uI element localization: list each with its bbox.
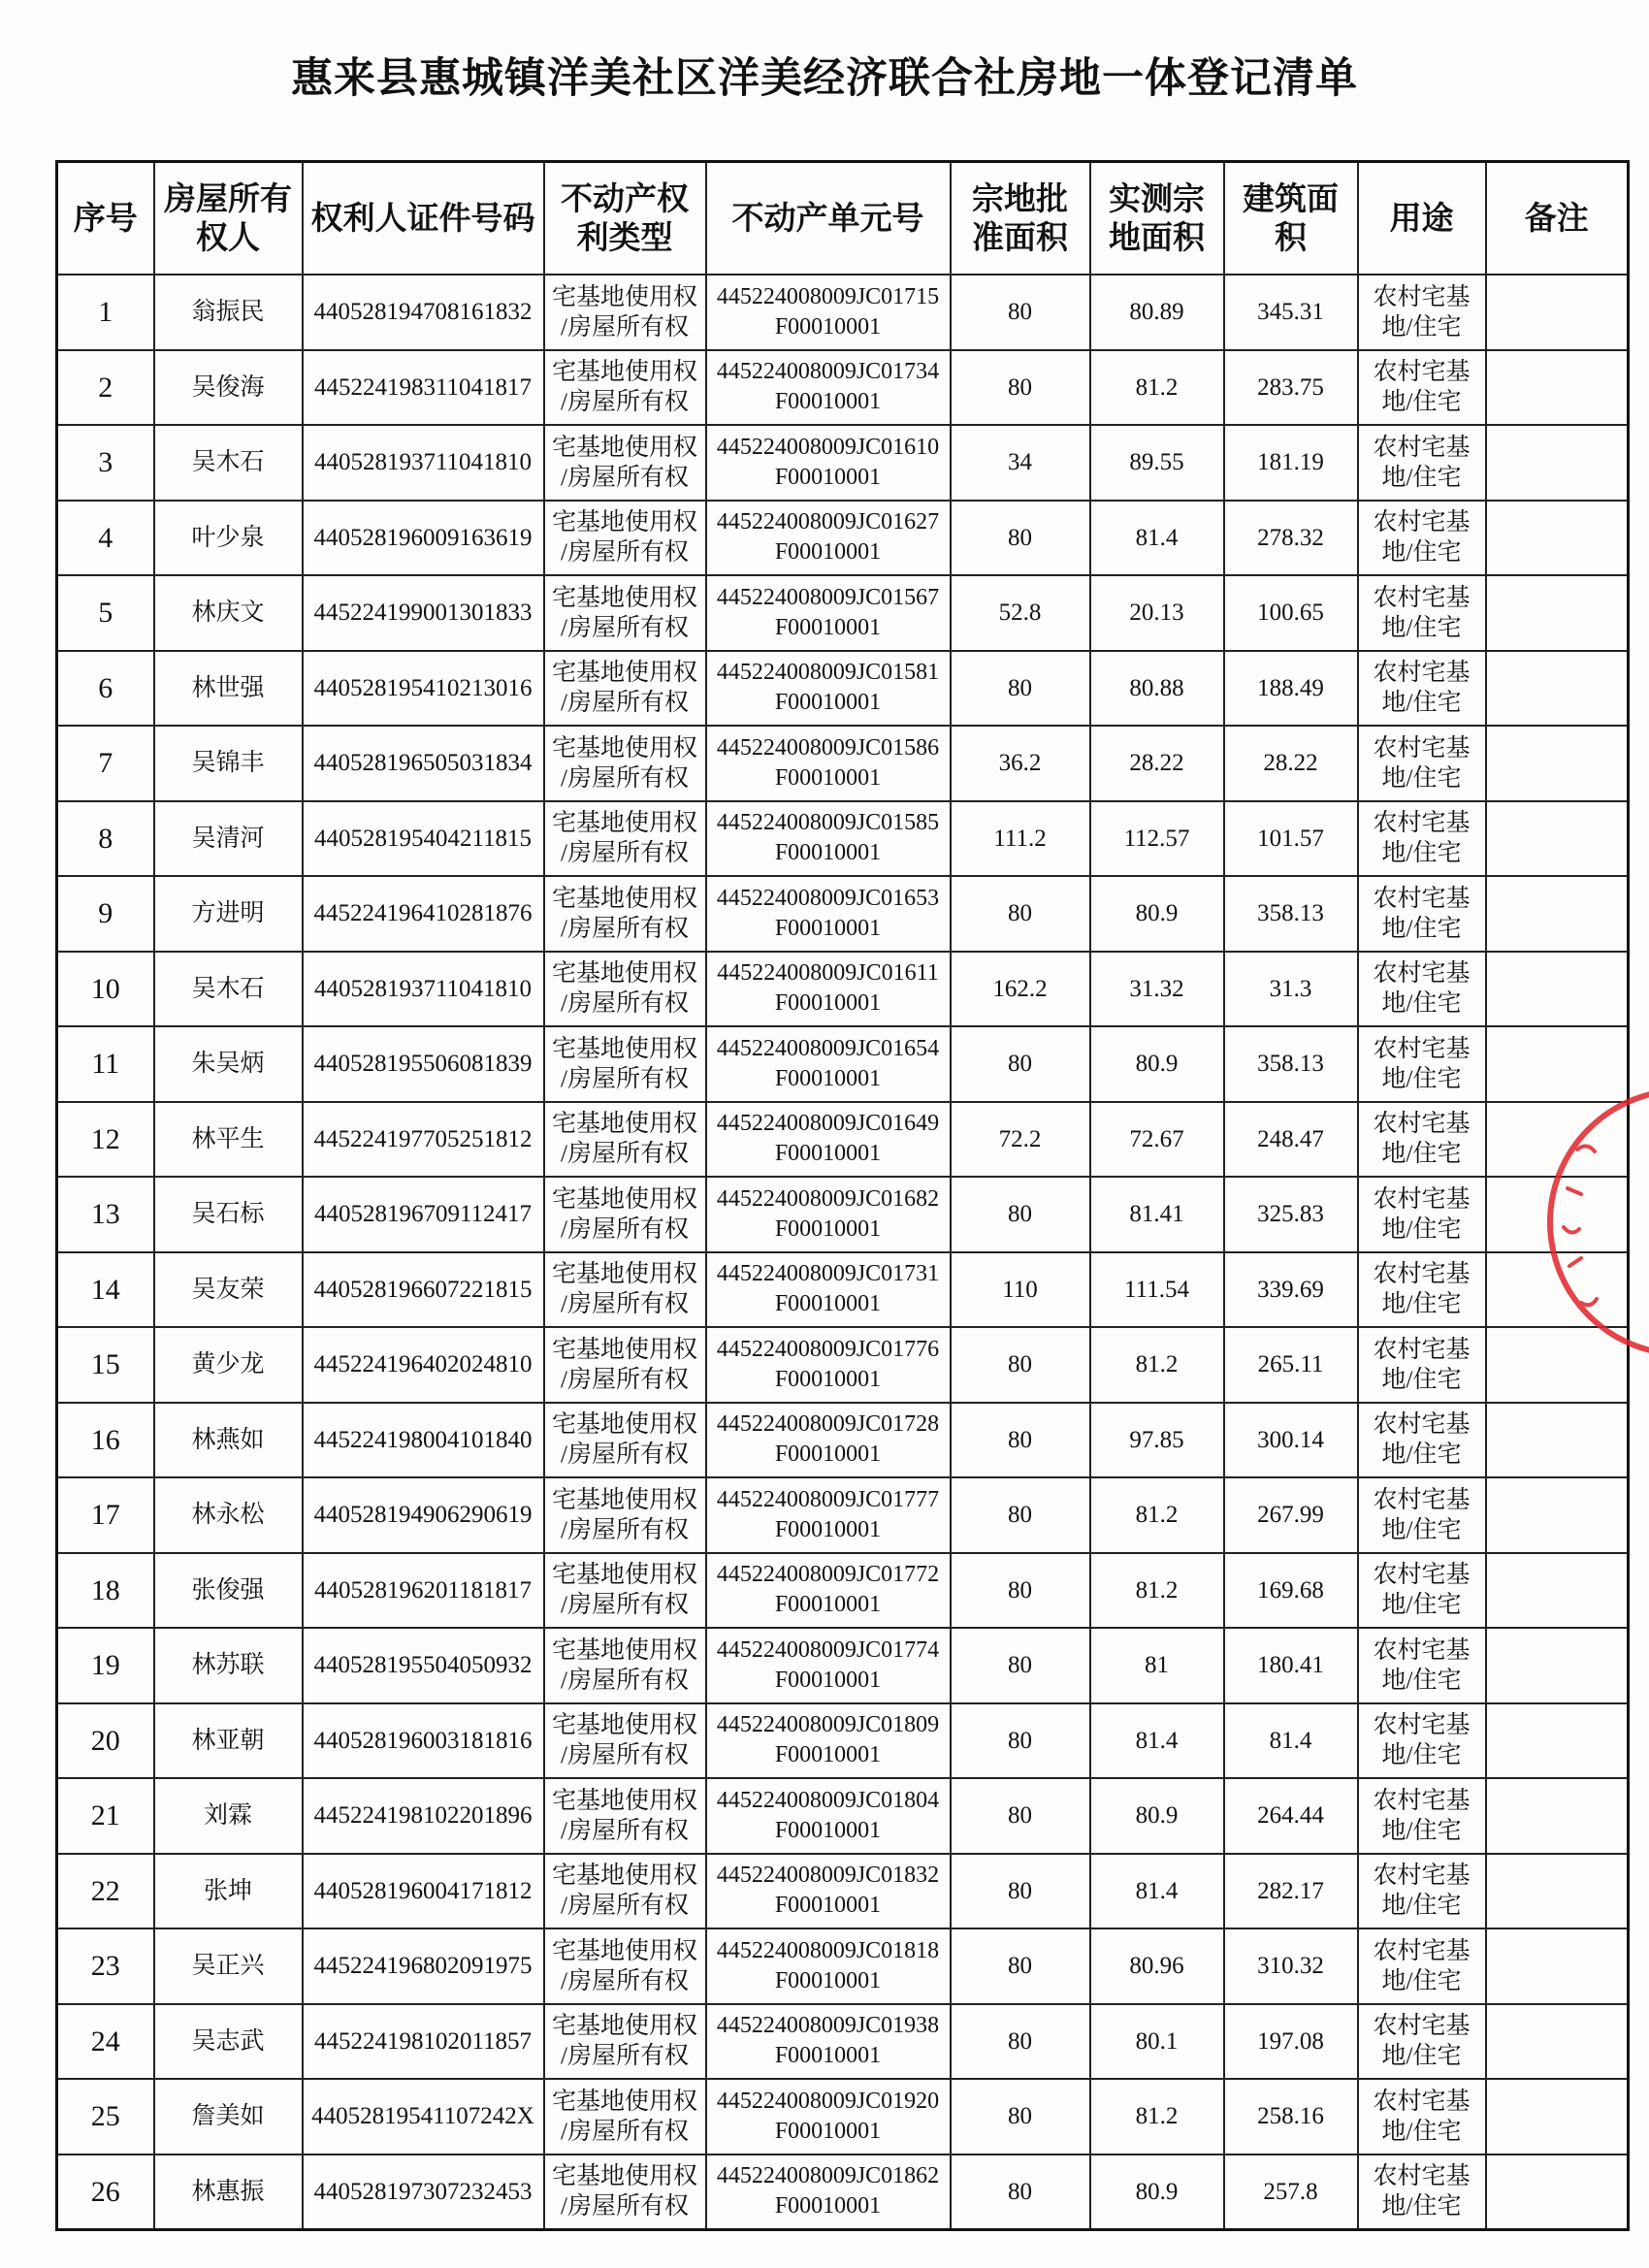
cell-approved-area: 80 (951, 501, 1090, 576)
table-row (57, 1553, 1629, 1629)
cell-building-area: 310.32 (1224, 1928, 1358, 2004)
cell-usage: 农村宅基 地/住宅 (1358, 1628, 1486, 1703)
cell-usage: 农村宅基 地/住宅 (1358, 1778, 1486, 1854)
cell-remark (1486, 1778, 1629, 1854)
cell-no: 19 (57, 1628, 154, 1703)
cell-building-area: 81.4 (1224, 1703, 1358, 1779)
table-row (57, 425, 1629, 501)
cell-remark (1486, 1628, 1629, 1703)
cell-id-number: 44052819541107242X (303, 2079, 544, 2155)
cell-usage: 农村宅基 地/住宅 (1358, 1102, 1486, 1178)
cell-usage: 农村宅基 地/住宅 (1358, 952, 1486, 1027)
cell-measured-area: 80.9 (1090, 1026, 1224, 1102)
cell-unit-no: 445224008009JC01818 F00010001 (706, 1928, 951, 2004)
cell-unit-no: 445224008009JC01731 F00010001 (706, 1252, 951, 1328)
cell-remark (1486, 275, 1629, 350)
cell-remark (1486, 1928, 1629, 2004)
cell-unit-no: 445224008009JC01920 F00010001 (706, 2079, 951, 2155)
cell-building-area: 283.75 (1224, 350, 1358, 426)
cell-approved-area: 80 (951, 1327, 1090, 1403)
cell-building-area: 188.49 (1224, 651, 1358, 727)
cell-no: 2 (57, 350, 154, 426)
cell-right-type: 宅基地使用权 /房屋所有权 (544, 1102, 706, 1178)
cell-id-number: 445224196402024810 (303, 1327, 544, 1403)
cell-usage: 农村宅基 地/住宅 (1358, 1553, 1486, 1629)
cell-measured-area: 80.89 (1090, 275, 1224, 350)
cell-remark (1486, 425, 1629, 501)
cell-approved-area: 110 (951, 1252, 1090, 1328)
cell-unit-no: 445224008009JC01649 F00010001 (706, 1102, 951, 1178)
header-right-type: 不动产权 利类型 (544, 162, 706, 275)
cell-unit-no: 445224008009JC01653 F00010001 (706, 876, 951, 952)
cell-approved-area: 80 (951, 1177, 1090, 1252)
cell-no: 15 (57, 1327, 154, 1403)
cell-approved-area: 80 (951, 1628, 1090, 1703)
cell-measured-area: 81.4 (1090, 1703, 1224, 1779)
header-no: 序号 (57, 162, 154, 275)
cell-building-area: 358.13 (1224, 876, 1358, 952)
cell-unit-no: 445224008009JC01804 F00010001 (706, 1778, 951, 1854)
cell-no: 23 (57, 1928, 154, 2004)
table-row (57, 1928, 1629, 2004)
cell-measured-area: 111.54 (1090, 1252, 1224, 1328)
cell-unit-no: 445224008009JC01611 F00010001 (706, 952, 951, 1027)
cell-building-area: 31.3 (1224, 952, 1358, 1027)
cell-no: 9 (57, 876, 154, 952)
red-seal-stamp (1538, 1082, 1649, 1363)
cell-unit-no: 445224008009JC01586 F00010001 (706, 726, 951, 801)
table-body (57, 275, 1629, 2229)
cell-no: 4 (57, 501, 154, 576)
cell-remark (1486, 1854, 1629, 1929)
cell-id-number: 445224196802091975 (303, 1928, 544, 2004)
cell-right-type: 宅基地使用权 /房屋所有权 (544, 1928, 706, 2004)
cell-unit-no: 445224008009JC01809 F00010001 (706, 1703, 951, 1779)
cell-unit-no: 445224008009JC01777 F00010001 (706, 1477, 951, 1553)
cell-measured-area: 80.1 (1090, 2004, 1224, 2080)
cell-usage: 农村宅基 地/住宅 (1358, 501, 1486, 576)
cell-usage: 农村宅基 地/住宅 (1358, 1403, 1486, 1478)
table-row (57, 876, 1629, 952)
cell-approved-area: 80 (951, 1026, 1090, 1102)
cell-building-area: 100.65 (1224, 575, 1358, 651)
cell-right-type: 宅基地使用权 /房屋所有权 (544, 876, 706, 952)
cell-measured-area: 31.32 (1090, 952, 1224, 1027)
cell-owner: 朱吴炳 (154, 1026, 303, 1102)
cell-usage: 农村宅基 地/住宅 (1358, 1703, 1486, 1779)
cell-no: 5 (57, 575, 154, 651)
cell-right-type: 宅基地使用权 /房屋所有权 (544, 2004, 706, 2080)
cell-measured-area: 80.96 (1090, 1928, 1224, 2004)
cell-building-area: 278.32 (1224, 501, 1358, 576)
cell-approved-area: 72.2 (951, 1102, 1090, 1178)
cell-id-number: 440528196003181816 (303, 1703, 544, 1779)
cell-owner: 吴俊海 (154, 350, 303, 426)
cell-id-number: 440528193711041810 (303, 952, 544, 1027)
cell-right-type: 宅基地使用权 /房屋所有权 (544, 275, 706, 350)
cell-owner: 吴石标 (154, 1177, 303, 1252)
table-row (57, 575, 1629, 651)
cell-owner: 叶少泉 (154, 501, 303, 576)
cell-owner: 林惠振 (154, 2155, 303, 2230)
cell-right-type: 宅基地使用权 /房屋所有权 (544, 2079, 706, 2155)
cell-measured-area: 81.41 (1090, 1177, 1224, 1252)
cell-owner: 林燕如 (154, 1403, 303, 1478)
cell-right-type: 宅基地使用权 /房屋所有权 (544, 1477, 706, 1553)
table-row (57, 952, 1629, 1027)
cell-right-type: 宅基地使用权 /房屋所有权 (544, 1854, 706, 1929)
header-building-area: 建筑面 积 (1224, 162, 1358, 275)
cell-usage: 农村宅基 地/住宅 (1358, 651, 1486, 727)
cell-right-type: 宅基地使用权 /房屋所有权 (544, 350, 706, 426)
cell-approved-area: 80 (951, 1403, 1090, 1478)
cell-usage: 农村宅基 地/住宅 (1358, 1928, 1486, 2004)
cell-usage: 农村宅基 地/住宅 (1358, 1854, 1486, 1929)
cell-id-number: 440528194708161832 (303, 275, 544, 350)
header-unit-no: 不动产单元号 (706, 162, 951, 275)
cell-no: 24 (57, 2004, 154, 2080)
cell-owner: 林苏联 (154, 1628, 303, 1703)
table-row (57, 1327, 1629, 1403)
header-id-number: 权利人证件号码 (303, 162, 544, 275)
cell-approved-area: 52.8 (951, 575, 1090, 651)
cell-no: 3 (57, 425, 154, 501)
cell-right-type: 宅基地使用权 /房屋所有权 (544, 651, 706, 727)
cell-id-number: 440528196201181817 (303, 1553, 544, 1629)
cell-id-number: 445224198102201896 (303, 1778, 544, 1854)
cell-measured-area: 80.88 (1090, 651, 1224, 727)
cell-right-type: 宅基地使用权 /房屋所有权 (544, 801, 706, 877)
cell-measured-area: 97.85 (1090, 1403, 1224, 1478)
table-row (57, 501, 1629, 576)
cell-id-number: 445224199001301833 (303, 575, 544, 651)
cell-no: 21 (57, 1778, 154, 1854)
cell-no: 26 (57, 2155, 154, 2230)
cell-no: 11 (57, 1026, 154, 1102)
cell-id-number: 440528196607221815 (303, 1252, 544, 1328)
cell-owner: 林永松 (154, 1477, 303, 1553)
cell-remark (1486, 2004, 1629, 2080)
cell-owner: 黄少龙 (154, 1327, 303, 1403)
cell-building-area: 265.11 (1224, 1327, 1358, 1403)
cell-right-type: 宅基地使用权 /房屋所有权 (544, 1628, 706, 1703)
cell-right-type: 宅基地使用权 /房屋所有权 (544, 1327, 706, 1403)
table-row (57, 801, 1629, 877)
seal-mark (1564, 1146, 1597, 1305)
cell-unit-no: 445224008009JC01772 F00010001 (706, 1553, 951, 1629)
cell-measured-area: 20.13 (1090, 575, 1224, 651)
cell-owner: 吴木石 (154, 425, 303, 501)
cell-remark (1486, 876, 1629, 952)
cell-no: 18 (57, 1553, 154, 1629)
cell-building-area: 267.99 (1224, 1477, 1358, 1553)
cell-unit-no: 445224008009JC01585 F00010001 (706, 801, 951, 877)
cell-id-number: 445224197705251812 (303, 1102, 544, 1178)
cell-measured-area: 28.22 (1090, 726, 1224, 801)
cell-right-type: 宅基地使用权 /房屋所有权 (544, 1403, 706, 1478)
cell-building-area: 180.41 (1224, 1628, 1358, 1703)
table-row (57, 1477, 1629, 1553)
cell-approved-area: 80 (951, 1854, 1090, 1929)
cell-usage: 农村宅基 地/住宅 (1358, 1177, 1486, 1252)
cell-id-number: 440528195506081839 (303, 1026, 544, 1102)
table-row (57, 1177, 1629, 1252)
table-row (57, 1102, 1629, 1178)
cell-owner: 林庆文 (154, 575, 303, 651)
cell-building-area: 300.14 (1224, 1403, 1358, 1478)
cell-approved-area: 80 (951, 350, 1090, 426)
cell-no: 7 (57, 726, 154, 801)
cell-id-number: 440528193711041810 (303, 425, 544, 501)
cell-no: 8 (57, 801, 154, 877)
table-row (57, 1703, 1629, 1779)
cell-id-number: 440528196009163619 (303, 501, 544, 576)
cell-no: 12 (57, 1102, 154, 1178)
cell-approved-area: 162.2 (951, 952, 1090, 1027)
cell-measured-area: 80.9 (1090, 1778, 1224, 1854)
cell-owner: 翁振民 (154, 275, 303, 350)
cell-id-number: 445224198102011857 (303, 2004, 544, 2080)
cell-usage: 农村宅基 地/住宅 (1358, 876, 1486, 952)
cell-approved-area: 80 (951, 275, 1090, 350)
cell-id-number: 440528195504050932 (303, 1628, 544, 1703)
cell-remark (1486, 726, 1629, 801)
cell-approved-area: 80 (951, 2004, 1090, 2080)
page-title: 惠来县惠城镇洋美社区洋美经济联合社房地一体登记清单 (291, 55, 1358, 102)
cell-unit-no: 445224008009JC01715 F00010001 (706, 275, 951, 350)
table-row (57, 726, 1629, 801)
seal-ring (1550, 1090, 1649, 1354)
header-approved-area: 宗地批 准面积 (951, 162, 1090, 275)
cell-usage: 农村宅基 地/住宅 (1358, 1477, 1486, 1553)
cell-building-area: 325.83 (1224, 1177, 1358, 1252)
cell-usage: 农村宅基 地/住宅 (1358, 350, 1486, 426)
cell-right-type: 宅基地使用权 /房屋所有权 (544, 1026, 706, 1102)
cell-right-type: 宅基地使用权 /房屋所有权 (544, 575, 706, 651)
table-row (57, 1778, 1629, 1854)
cell-approved-area: 80 (951, 651, 1090, 727)
cell-unit-no: 445224008009JC01774 F00010001 (706, 1628, 951, 1703)
cell-no: 20 (57, 1703, 154, 1779)
cell-id-number: 440528194906290619 (303, 1477, 544, 1553)
cell-building-area: 28.22 (1224, 726, 1358, 801)
cell-building-area: 339.69 (1224, 1252, 1358, 1328)
header-row (57, 162, 1629, 275)
cell-remark (1486, 1477, 1629, 1553)
cell-unit-no: 445224008009JC01567 F00010001 (706, 575, 951, 651)
table-row (57, 651, 1629, 727)
cell-id-number: 445224196410281876 (303, 876, 544, 952)
cell-right-type: 宅基地使用权 /房屋所有权 (544, 726, 706, 801)
cell-owner: 詹美如 (154, 2079, 303, 2155)
cell-unit-no: 445224008009JC01728 F00010001 (706, 1403, 951, 1478)
cell-usage: 农村宅基 地/住宅 (1358, 1327, 1486, 1403)
cell-building-area: 345.31 (1224, 275, 1358, 350)
cell-measured-area: 81.2 (1090, 1553, 1224, 1629)
cell-building-area: 181.19 (1224, 425, 1358, 501)
table-row (57, 2079, 1629, 2155)
table-row (57, 2155, 1629, 2230)
cell-unit-no: 445224008009JC01832 F00010001 (706, 1854, 951, 1929)
cell-unit-no: 445224008009JC01610 F00010001 (706, 425, 951, 501)
cell-measured-area: 81.2 (1090, 350, 1224, 426)
cell-building-area: 257.8 (1224, 2155, 1358, 2230)
cell-measured-area: 81.4 (1090, 1854, 1224, 1929)
cell-id-number: 445224198311041817 (303, 350, 544, 426)
cell-measured-area: 80.9 (1090, 2155, 1224, 2230)
header-usage: 用途 (1358, 162, 1486, 275)
cell-unit-no: 445224008009JC01682 F00010001 (706, 1177, 951, 1252)
cell-remark (1486, 1403, 1629, 1478)
cell-right-type: 宅基地使用权 /房屋所有权 (544, 1177, 706, 1252)
cell-owner: 吴正兴 (154, 1928, 303, 2004)
cell-owner: 张坤 (154, 1854, 303, 1929)
cell-building-area: 264.44 (1224, 1778, 1358, 1854)
table-row (57, 1854, 1629, 1929)
cell-id-number: 440528196709112417 (303, 1177, 544, 1252)
cell-remark (1486, 350, 1629, 426)
cell-no: 22 (57, 1854, 154, 1929)
cell-id-number: 440528196004171812 (303, 1854, 544, 1929)
cell-owner: 吴木石 (154, 952, 303, 1027)
cell-building-area: 169.68 (1224, 1553, 1358, 1629)
cell-remark (1486, 801, 1629, 877)
cell-approved-area: 111.2 (951, 801, 1090, 877)
cell-approved-area: 34 (951, 425, 1090, 501)
cell-approved-area: 80 (951, 1928, 1090, 2004)
cell-remark (1486, 575, 1629, 651)
cell-owner: 刘霖 (154, 1778, 303, 1854)
cell-approved-area: 80 (951, 1703, 1090, 1779)
cell-owner: 吴锦丰 (154, 726, 303, 801)
cell-right-type: 宅基地使用权 /房屋所有权 (544, 501, 706, 576)
cell-measured-area: 89.55 (1090, 425, 1224, 501)
cell-approved-area: 80 (951, 876, 1090, 952)
cell-no: 6 (57, 651, 154, 727)
cell-approved-area: 36.2 (951, 726, 1090, 801)
cell-owner: 张俊强 (154, 1553, 303, 1629)
cell-building-area: 258.16 (1224, 2079, 1358, 2155)
cell-right-type: 宅基地使用权 /房屋所有权 (544, 1553, 706, 1629)
cell-unit-no: 445224008009JC01938 F00010001 (706, 2004, 951, 2080)
cell-owner: 吴清河 (154, 801, 303, 877)
cell-usage: 农村宅基 地/住宅 (1358, 275, 1486, 350)
cell-measured-area: 81 (1090, 1628, 1224, 1703)
cell-unit-no: 445224008009JC01862 F00010001 (706, 2155, 951, 2230)
cell-id-number: 440528197307232453 (303, 2155, 544, 2230)
cell-right-type: 宅基地使用权 /房屋所有权 (544, 1703, 706, 1779)
cell-usage: 农村宅基 地/住宅 (1358, 1252, 1486, 1328)
cell-id-number: 440528195410213016 (303, 651, 544, 727)
cell-approved-area: 80 (951, 2079, 1090, 2155)
cell-remark (1486, 501, 1629, 576)
table-row (57, 2004, 1629, 2080)
header-owner: 房屋所有 权人 (154, 162, 303, 275)
cell-measured-area: 81.2 (1090, 2079, 1224, 2155)
cell-right-type: 宅基地使用权 /房屋所有权 (544, 425, 706, 501)
cell-no: 1 (57, 275, 154, 350)
cell-no: 17 (57, 1477, 154, 1553)
cell-unit-no: 445224008009JC01627 F00010001 (706, 501, 951, 576)
table-row (57, 350, 1629, 426)
cell-usage: 农村宅基 地/住宅 (1358, 2079, 1486, 2155)
cell-measured-area: 112.57 (1090, 801, 1224, 877)
cell-usage: 农村宅基 地/住宅 (1358, 2004, 1486, 2080)
cell-no: 16 (57, 1403, 154, 1478)
cell-owner: 林平生 (154, 1102, 303, 1178)
cell-usage: 农村宅基 地/住宅 (1358, 801, 1486, 877)
cell-remark (1486, 952, 1629, 1027)
cell-right-type: 宅基地使用权 /房屋所有权 (544, 1252, 706, 1328)
cell-owner: 吴志武 (154, 2004, 303, 2080)
cell-id-number: 440528196505031834 (303, 726, 544, 801)
cell-building-area: 282.17 (1224, 1854, 1358, 1929)
cell-remark (1486, 1703, 1629, 1779)
cell-owner: 林世强 (154, 651, 303, 727)
cell-remark (1486, 1553, 1629, 1629)
table-row (57, 1026, 1629, 1102)
cell-no: 25 (57, 2079, 154, 2155)
cell-no: 10 (57, 952, 154, 1027)
cell-usage: 农村宅基 地/住宅 (1358, 575, 1486, 651)
cell-building-area: 248.47 (1224, 1102, 1358, 1178)
cell-owner: 吴友荣 (154, 1252, 303, 1328)
cell-unit-no: 445224008009JC01654 F00010001 (706, 1026, 951, 1102)
cell-unit-no: 445224008009JC01734 F00010001 (706, 350, 951, 426)
cell-usage: 农村宅基 地/住宅 (1358, 2155, 1486, 2230)
header-remark: 备注 (1486, 162, 1629, 275)
table-row (57, 1628, 1629, 1703)
cell-remark (1486, 2155, 1629, 2230)
cell-measured-area: 81.2 (1090, 1327, 1224, 1403)
cell-building-area: 197.08 (1224, 2004, 1358, 2080)
cell-right-type: 宅基地使用权 /房屋所有权 (544, 952, 706, 1027)
table-row (57, 275, 1629, 350)
cell-unit-no: 445224008009JC01776 F00010001 (706, 1327, 951, 1403)
cell-approved-area: 80 (951, 1778, 1090, 1854)
cell-measured-area: 80.9 (1090, 876, 1224, 952)
cell-measured-area: 72.67 (1090, 1102, 1224, 1178)
cell-approved-area: 80 (951, 1553, 1090, 1629)
table-row (57, 1252, 1629, 1328)
cell-id-number: 445224198004101840 (303, 1403, 544, 1478)
cell-no: 14 (57, 1252, 154, 1328)
cell-measured-area: 81.2 (1090, 1477, 1224, 1553)
cell-approved-area: 80 (951, 2155, 1090, 2230)
cell-no: 13 (57, 1177, 154, 1252)
cell-usage: 农村宅基 地/住宅 (1358, 1026, 1486, 1102)
cell-approved-area: 80 (951, 1477, 1090, 1553)
cell-owner: 方进明 (154, 876, 303, 952)
cell-remark (1486, 2079, 1629, 2155)
cell-usage: 农村宅基 地/住宅 (1358, 425, 1486, 501)
cell-usage: 农村宅基 地/住宅 (1358, 726, 1486, 801)
cell-right-type: 宅基地使用权 /房屋所有权 (544, 2155, 706, 2230)
cell-right-type: 宅基地使用权 /房屋所有权 (544, 1778, 706, 1854)
cell-building-area: 101.57 (1224, 801, 1358, 877)
header-measured-area: 实测宗 地面积 (1090, 162, 1224, 275)
cell-building-area: 358.13 (1224, 1026, 1358, 1102)
cell-unit-no: 445224008009JC01581 F00010001 (706, 651, 951, 727)
cell-id-number: 440528195404211815 (303, 801, 544, 877)
register-table (55, 160, 1630, 2231)
table-row (57, 1403, 1629, 1478)
cell-owner: 林亚朝 (154, 1703, 303, 1779)
cell-measured-area: 81.4 (1090, 501, 1224, 576)
cell-remark (1486, 651, 1629, 727)
